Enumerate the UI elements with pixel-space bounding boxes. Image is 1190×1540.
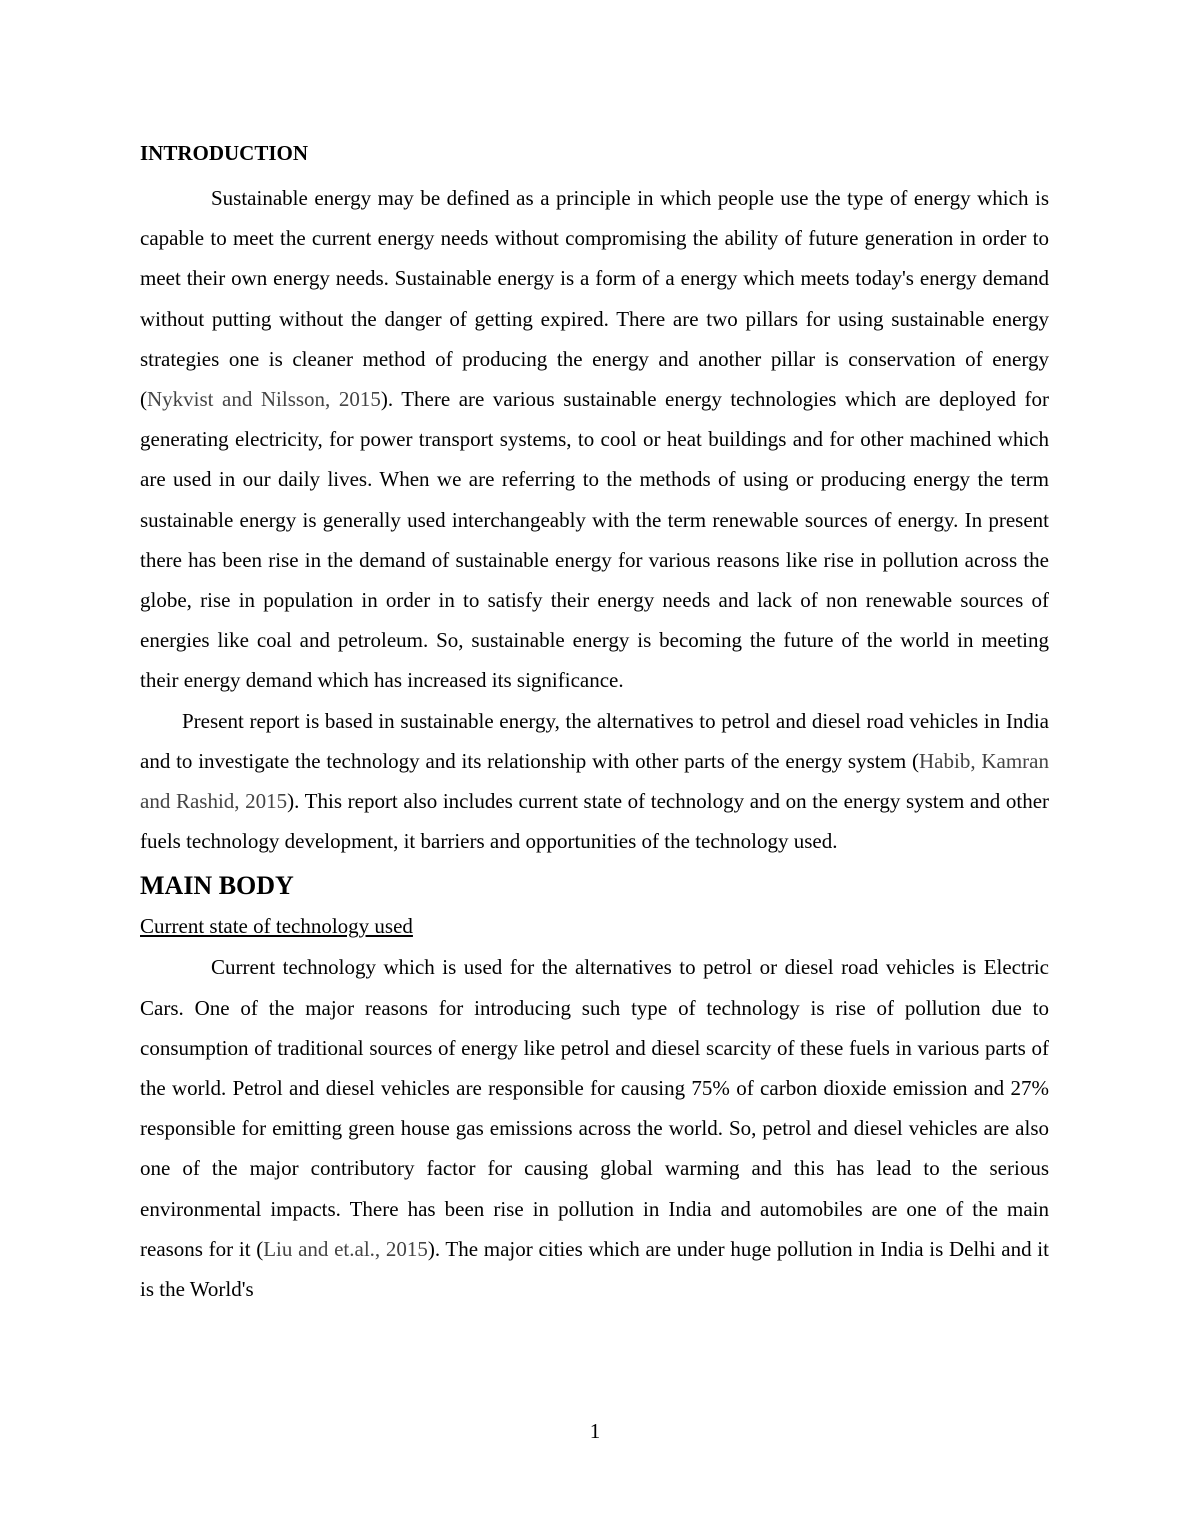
main-p1-text-a: Current technology which is used for the alternatives to petrol or diesel road vehicles is Electric Cars. One of the major reasons for introducing such type of technology is rise of pollution due to consumption of traditional sources of energy like petrol and diesel scarcity of these fuels in various parts of the world. Petrol and diesel vehicles are responsible for causing 75% of carbon dioxide emission and 27% responsible for emitting green house gas emissions across the world. So, petrol and diesel vehicles are also one of the major contributory factor for causing global warming and this has lead to the serious environmental impacts. There has been rise in pollution in India and automobiles are one of the main reasons for it ( <box>140 955 1049 1261</box>
introduction-paragraph-1 <box>140 178 1049 701</box>
main-p1-text-b: ). The major cities which are under huge pollution in India is Delhi and it is the World's <box>140 1236 1049 1302</box>
citation-nykvist-nilsson: Nykvist and Nilsson, 2015 <box>147 387 381 412</box>
intro-p2-text-a: Present report is based in sustainable energy, the alternatives to petrol and diesel road vehicles in India and to investigate the technology and its relationship with other parts of the energy system ( <box>140 708 1049 773</box>
introduction-paragraph-2 <box>140 701 1049 862</box>
intro-p2-text-b: ). This report also includes current state of technology and on the energy system and other fuels technology development, it barriers and opportunities of the technology used. <box>140 789 1050 854</box>
citation-liu-et-al: Liu and et.al., 2015 <box>263 1236 428 1261</box>
main-body-heading: MAIN BODY <box>140 871 294 901</box>
intro-p1-text-b: ). There are various sustainable energy technologies which are deployed for generating electricity, for power transport systems, to cool or heat buildings and for other machined which are used in our daily lives. When we are referring to the methods of using or producing energy the term sustainable energy is generally used interchangeably with the term renewable sources of energy. In present there has been rise in the demand of sustainable energy for various reasons like rise in pollution across the globe, rise in population in order in to satisfy their energy needs and lack of non renewable sources of energies like coal and petroleum. So, sustainable energy is becoming the future of the world in meeting their energy demand which has increased its significance. <box>140 387 1049 693</box>
introduction-heading: INTRODUCTION <box>140 141 309 165</box>
citation-habib-kamran-rashid: Habib, Kamran and Rashid, 2015 <box>140 748 1049 814</box>
current-state-subheading: Current state of technology used <box>140 914 413 939</box>
page-content <box>140 138 1049 1309</box>
intro-p1-text-a: Sustainable energy may be defined as a principle in which people use the type of energy which is capable to meet the current energy needs without compromising the ability of future generation in order to meet their own energy needs. Sustainable energy is a form of a energy which meets today's energy demand without putting without the danger of getting expired. There are two pillars for using sustainable energy strategies one is cleaner method of producing the energy and another pillar is conservation of energy ( <box>140 186 1049 412</box>
main-body-paragraph-1 <box>140 947 1049 1309</box>
page-number: 1 <box>589 1419 601 1443</box>
